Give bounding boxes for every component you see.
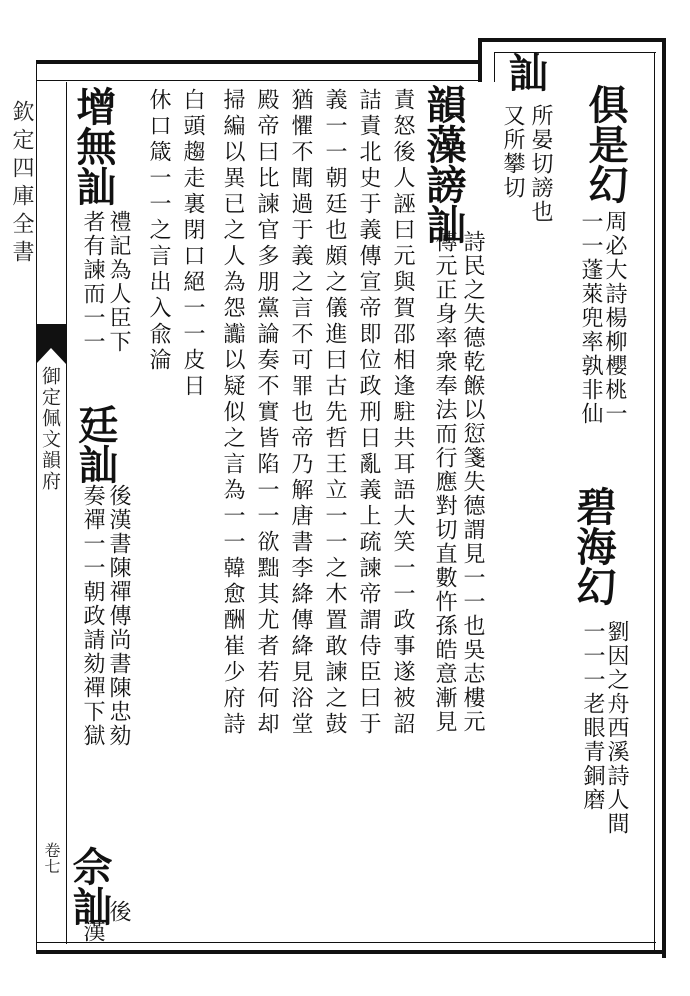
body-text: 白頭趨走裏閉口絕一一皮日	[180, 88, 205, 400]
gutter-rule	[66, 82, 67, 944]
page-border-top-inner	[36, 80, 478, 81]
page-border-right-inner	[654, 52, 655, 950]
note-line: 劉因之舟西溪詩人間	[604, 620, 629, 836]
note-line: 一一一老眼青銅磨	[580, 620, 605, 812]
entry-headword: 碧海幻	[570, 486, 617, 606]
entry-note	[578, 210, 602, 426]
book-title: 御定佩文韻府	[39, 366, 61, 492]
body-column	[322, 88, 346, 738]
body-text: 責怒後人誣曰元與賀邵相逢駐共耳語大笑一一政事遂被詔	[390, 88, 415, 738]
page-border-right	[662, 38, 666, 958]
page-border-bottom	[36, 950, 666, 954]
entry-note	[80, 210, 104, 354]
entry-note	[460, 230, 484, 734]
body-text: 猶懼不聞過于義之言不可罪也帝乃解唐書李絳傳絳見浴堂	[288, 88, 313, 738]
note-line: 禮記為人臣下	[106, 210, 131, 354]
page-border-step	[478, 38, 482, 82]
entry-headword: 俱是幻	[582, 84, 629, 204]
entry-note	[106, 484, 130, 748]
page-border-top	[36, 60, 478, 64]
entry-column	[70, 86, 117, 206]
body-text: 休口箴一一之言出入兪淪	[146, 88, 171, 374]
rhyme-note	[500, 104, 524, 200]
body-column	[390, 88, 414, 738]
note-line: 傳元正身率衆奉法而行應對切直數忤孫皓意漸見	[432, 230, 457, 734]
entry-column	[72, 404, 119, 484]
note-line: 詩民之失德乾餱以愆箋失德謂見一一也吳志樓元	[460, 230, 485, 734]
entry-column	[420, 84, 467, 244]
body-text: 詰責北史于義傳宣帝即位政刑日亂義上疏諫帝謂侍臣曰于	[356, 88, 381, 738]
entry-note	[602, 210, 626, 426]
entry-note	[106, 900, 130, 924]
page-number: 卷七	[42, 842, 61, 874]
rhyme-note	[528, 104, 552, 224]
entry-column	[570, 486, 617, 606]
body-column	[180, 88, 204, 400]
entry-note	[580, 620, 604, 812]
body-text: 義一一朝廷也頗之儀進曰古先哲王立一一之木置敢諫之鼓	[322, 88, 347, 738]
entry-note	[80, 920, 104, 944]
note-line: 一一蓬萊兜率孰非仙	[578, 210, 603, 426]
note-line: 後	[106, 900, 131, 924]
body-column	[220, 88, 244, 738]
note-line: 又所攀切	[500, 104, 525, 200]
note-line: 周必大詩楊柳櫻桃一	[602, 210, 627, 426]
entry-note	[432, 230, 456, 734]
body-column	[356, 88, 380, 738]
entry-headword: 增無訕	[70, 86, 117, 206]
entry-column	[582, 84, 629, 204]
body-column	[254, 88, 278, 738]
page-border-bottom-inner	[36, 942, 656, 943]
body-text: 殿帝曰比諫官多朋黨論奏不實皆陷一一欲黜其尤者若何却	[254, 88, 279, 738]
entry-headword: 廷訕	[72, 404, 119, 484]
entry-headword: 韻藻謗訕	[420, 84, 467, 244]
entry-note	[106, 210, 130, 354]
body-column	[146, 88, 170, 374]
note-line: 後漢書陳禪傳尚書陳忠劾	[106, 484, 131, 748]
page-border-top-raised	[478, 38, 666, 42]
body-column	[288, 88, 312, 738]
library-title: 欽定四庫全書	[9, 100, 34, 268]
rhyme-headword: 訕	[502, 52, 549, 92]
entry-column	[66, 846, 113, 926]
note-line: 奏禪一一朝政請劾禪下獄	[80, 484, 105, 748]
note-line: 漢	[80, 920, 105, 944]
entry-note	[604, 620, 628, 836]
fishtail-ornament	[36, 324, 66, 364]
body-text: 掃編以異已之人為怨讟以疑似之言為一一韓愈酬崔少府詩	[220, 88, 245, 738]
entry-note	[80, 484, 104, 748]
rhyme-head-column	[502, 52, 549, 92]
page-border-step-inner	[494, 52, 495, 82]
note-line: 者有諫而一一	[80, 210, 105, 354]
entry-headword: 佘訕	[66, 846, 113, 926]
note-line: 所晏切謗也	[528, 104, 553, 224]
